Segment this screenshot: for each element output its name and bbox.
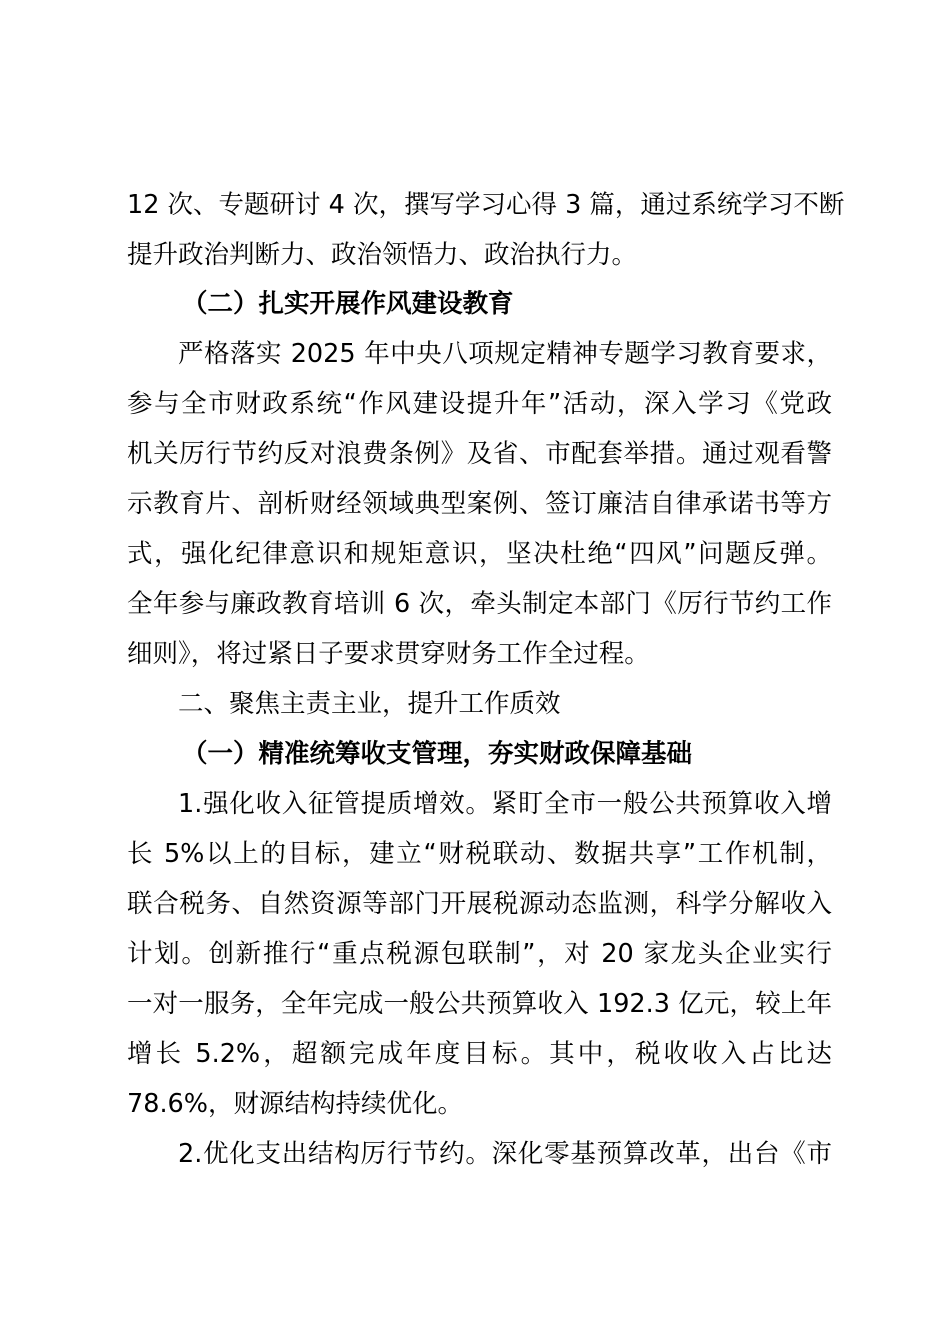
body-text-line: 细则》，将过紧日子要求贯穿财务工作全过程。 (127, 639, 650, 669)
paragraph-first-line: 2.优化支出结构厉行节约。深化零基预算改革，出台《市 (178, 1139, 832, 1169)
body-text-line: 12 次、专题研讨 4 次，撰写学习心得 3 篇，通过系统学习不断 (127, 190, 845, 220)
paragraph-first-line: 严格落实 2025 年中央八项规定精神专题学习教育要求， (178, 339, 832, 369)
body-text-line: 全年参与廉政教育培训 6 次，牵头制定本部门《厉行节约工作 (127, 589, 832, 619)
body-text-line: 增长 5.2%，超额完成年度目标。其中，税收收入占比达 (127, 1039, 832, 1069)
section-heading-1: （一）精准统筹收支管理，夯实财政保障基础 (182, 739, 693, 769)
body-text-line: 参与全市财政系统“作风建设提升年”活动，深入学习《党政 (127, 389, 832, 419)
body-text-line: 联合税务、自然资源等部门开展税源动态监测，科学分解收入 (127, 889, 832, 919)
body-text-line: 一对一服务，全年完成一般公共预算收入 192.3 亿元，较上年 (127, 989, 832, 1019)
body-text-line: 式，强化纪律意识和规矩意识，坚决杜绝“四风”问题反弹。 (127, 539, 832, 569)
body-text-line: 长 5%以上的目标，建立“财税联动、数据共享”工作机制， (127, 839, 832, 869)
body-text-line: 机关厉行节约反对浪费条例》及省、市配套举措。通过观看警 (127, 439, 832, 469)
chapter-heading: 二、聚焦主责主业，提升工作质效 (178, 689, 561, 719)
body-text-line: 提升政治判断力、政治领悟力、政治执行力。 (127, 240, 638, 270)
body-text-line: 计划。创新推行“重点税源包联制”，对 20 家龙头企业实行 (127, 939, 832, 969)
section-heading-2: （二）扎实开展作风建设教育 (182, 289, 514, 319)
body-text-line: 示教育片、剖析财经领域典型案例、签订廉洁自律承诺书等方 (127, 489, 832, 519)
body-text-line: 78.6%，财源结构持续优化。 (127, 1089, 464, 1119)
paragraph-first-line: 1.强化收入征管提质增效。紧盯全市一般公共预算收入增 (178, 789, 832, 819)
